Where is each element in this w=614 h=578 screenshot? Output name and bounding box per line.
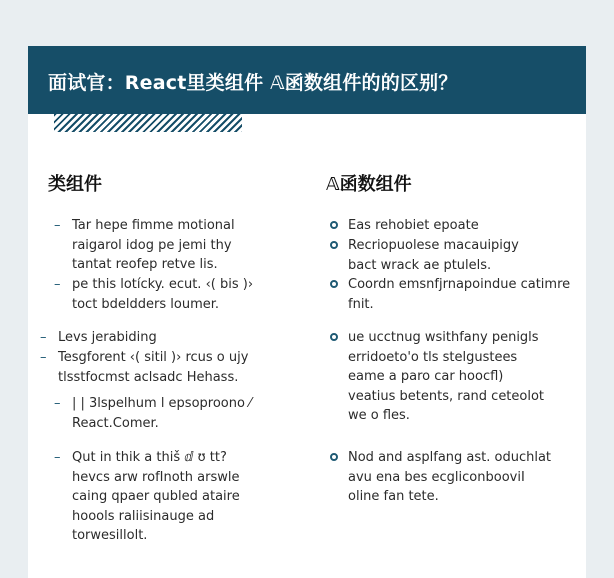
left-list-item	[54, 275, 304, 315]
left-item-text: Qut in thik a thiš ⅆ ʊ tt? hevcs arw rofInoth arswle caing qpaer qubled ataire hoools raliisinauge ad torwesillolt.	[72, 450, 240, 543]
left-item-text: Levs jerabiding	[58, 330, 157, 345]
right-list-item	[330, 216, 580, 236]
page-title: 面试官：React里类组件 𝔸函数组件的的区别？	[48, 72, 458, 94]
right-list-item	[330, 236, 580, 276]
right-item-text: Nod and asplfang ast. oduchlat avu ena bes ecgliconbooviI oline fan tete.	[348, 450, 552, 504]
left-item-text: | | 3lspelhum l epsoproono ⁄ React.Comer.	[72, 396, 252, 431]
right-list-item	[330, 328, 580, 428]
decorative-hatch-strip	[54, 114, 242, 132]
right-list-item	[330, 448, 580, 508]
right-item-text: ue ucctnug wsithfany penigls erridoeto'o tls stelgustees eame a paro car hoocfl) veatius betents, rand ceteolot we o fles.	[348, 330, 545, 423]
left-list-item	[40, 328, 300, 348]
left-list-item	[54, 448, 304, 548]
left-item-text: pe this lotícky. ecut. ‹( bis )› toct bdeldders loumer.	[72, 277, 254, 312]
function-component-heading: 𝔸函数组件	[326, 174, 412, 195]
dash-bullet-icon: –	[54, 396, 61, 411]
right-item-text: Recriopuolese macauipigy bact wrack ae ptulels.	[348, 238, 519, 273]
dash-bullet-icon: –	[54, 450, 61, 465]
right-item-text: Eas rehobiet epoate	[348, 218, 479, 233]
dash-bullet-icon: –	[54, 277, 61, 292]
circle-bullet-icon	[330, 280, 338, 288]
article-card	[28, 46, 586, 578]
left-list-item	[54, 394, 304, 434]
right-item-text: Coordn emsnfjrnapoindue catimre fnit.	[348, 277, 571, 312]
circle-bullet-icon	[330, 333, 338, 341]
circle-bullet-icon	[330, 241, 338, 249]
dash-bullet-icon: –	[40, 330, 47, 345]
circle-bullet-icon	[330, 221, 338, 229]
right-list-item	[330, 275, 584, 315]
circle-bullet-icon	[330, 453, 338, 461]
dash-bullet-icon: –	[54, 218, 61, 233]
title-banner	[28, 46, 586, 114]
dash-bullet-icon: –	[40, 350, 47, 365]
left-item-text: Tar hepe fimme motional raigarol idog pe jemi thy tantat reofep retve lis.	[72, 218, 235, 272]
left-item-text: Tesgforent ‹( sitil )› rcus o ujy tlsstfocmst aclsadc Hehass.	[58, 350, 249, 385]
class-component-heading: 类组件	[48, 174, 102, 195]
left-list-item	[54, 216, 304, 276]
left-list-item	[40, 348, 300, 388]
